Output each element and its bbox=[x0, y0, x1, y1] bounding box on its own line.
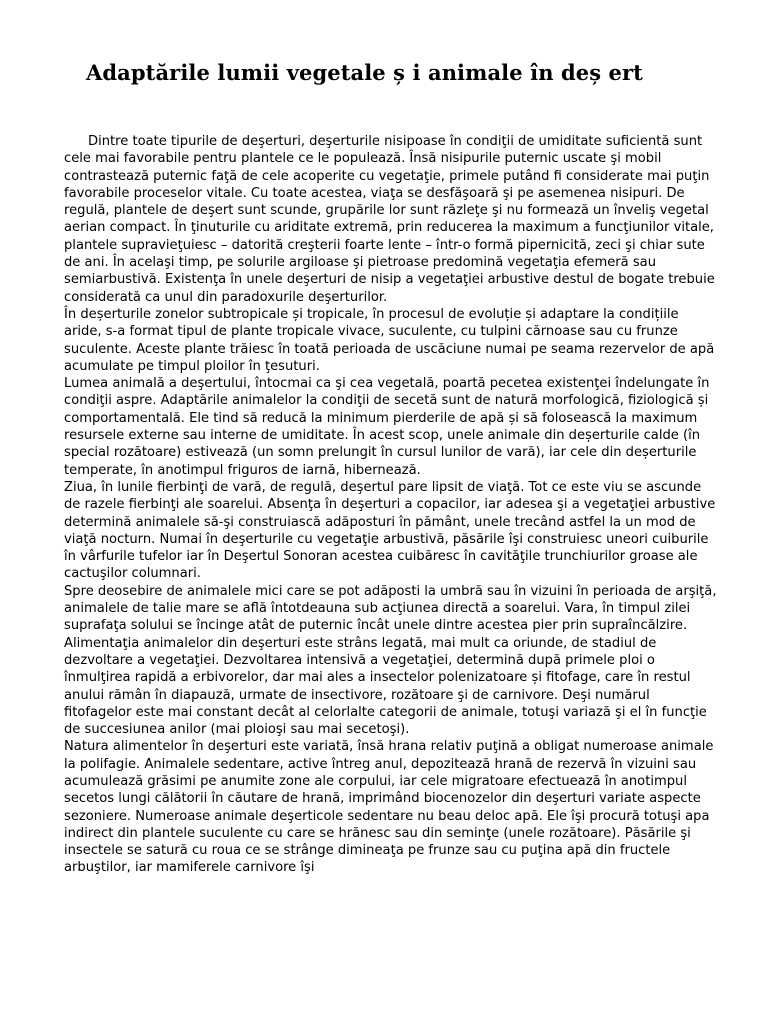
document-body bbox=[64, 133, 720, 877]
paragraph-plants-sand: Dintre toate tipurile de deşerturi, deşerturile nisipoase în condiţii de umiditate suficientă sunt cele mai favorabile pentru plantele ce le populează. Însă nisipurile puternic uscate şi mobil contrastează puternic faţă de cele acoperite cu vegetaţie, primele putând fi considerate mai puţin favorabile proceselor vitale. Cu toate acestea, viaţa se desfăşoară şi pe asemenea nisipuri. De regulă, plantele de deşert sunt scunde, grupările lor sunt răzleţe şi nu formează un înveliş vegetal aerian compact. În ţinuturile cu ariditate extremă, prin reducerea la maximum a funcţiunilor vitale, plantele supravieţuiesc – datorită creşterii foarte lente – într-o formă pipernicită, zeci şi chiar sute de ani. În acelaşi timp, pe solurile argiloase şi pietroase predomină vegetaţia efemeră sau semiarbustivă. Existenţa în unele deşerturi de nisip a vegetaţiei arbustive destul de bogate trebuie considerată ca unul din paradoxurile deşerturilor. bbox=[64, 134, 715, 305]
paragraph-succulents: În deșerturile zonelor subtropicale și tropicale, în procesul de evoluție și adaptare la condițiile aride, s-a format tipul de plante tropicale vivace, suculente, cu tulpini cărnoase sau cu frunze suculente. Aceste plante trăiesc în toată perioada de uscăciune numai pe seama rezervelor de apă acumulate pe timpul ploilor în ţesuturi. bbox=[64, 306, 715, 374]
paragraph-large-animals: Spre deosebire de animalele mici care se pot adăposti la umbră sau în vizuini în perioada de arşiţă, animalele de talie mare se află întotdeauna sub acţiunea directă a soarelui. Vara, în timpul zilei suprafaţa solului se încinge atât de puternic încât unele dintre acestea pier prin supraîncălzire. bbox=[64, 583, 717, 634]
paragraph-feeding-vegetation: Alimentaţia animalelor din deşerturi este strâns legată, mai mult ca oriunde, de stadiul de dezvoltare a vegetaţiei. Dezvoltarea intensivă a vegetaţiei, determină după primele ploi o înmulţirea rapidă a erbivorelor, dar mai ales a insectelor polenizatoare și fitofage, care în restul anului rămân în diapauză, urmate de insectivore, rozătoare şi de carnivore. Deşi numărul fitofagelor este mai constant decât al celorlalte categorii de animale, totuşi variază şi el în funcţie de succesiunea anilor (mai ploioşi sau mai secetoşi). bbox=[64, 635, 707, 738]
document-title: Adaptările lumii vegetale ș i animale în deș ert bbox=[86, 60, 643, 85]
paragraph-food-nature: Natura alimentelor în deşerturi este variată, însă hrana relativ puţină a obligat numeroase animale la polifagie. Animalele sedentare, active întreg anul, depozitează hrană de rezervă în vizuini sau acumulează grăsimi pe anumite zone ale corpului, iar cele migratoare efectuează în anotimpul secetos lungi călătorii în căutare de hrană, imprimând biocenozelor din deşerturi variate aspecte sezoniere. Numeroase animale deşerticole sedentare nu beau deloc apă. Ele îşi procură totuşi apa indirect din plantele suculente cu care se hrănesc sau din seminţe (unele rozătoare). Păsările şi insectele se satură cu roua ce se strânge dimineaţa pe frunze sau cu puţina apă din fructele arbuştilor, iar mamiferele carnivore îşi bbox=[64, 739, 714, 876]
paragraph-animal-adaptations: Lumea animală a deşertului, întocmai ca şi cea vegetală, poartă pecetea existenţei îndelungate în condiţii aspre. Adaptările animalelor la condiţii de secetă sunt de natură morfologică, fiziologică și comportamentală. Ele tind să reducă la minimum pierderile de apă și să folosească la maximum resursele externe sau interne de umiditate. În acest scop, unele animale din deșerturile calde (în special rozătoare) estivează (un somn prelungit în cursul lunilor de vară), iar cele din deșerturile temperate, în anotimpul friguros de iarnă, hibernează. bbox=[64, 376, 710, 478]
paragraph-summer-day: Ziua, în lunile fierbinţi de vară, de regulă, deşertul pare lipsit de viaţă. Tot ce este viu se ascunde de razele fierbinţi ale soarelui. Absenţa în deşerturi a copacilor, iar adesea şi a vegetaţiei arbustive determină animalele să-şi construiască adăposturi în pământ, unele trecând astfel la un mod de viaţă nocturn. Numai în deşerturile cu vegetaţie arbustivă, păsările îşi construiesc uneori cuiburile în vârfurile tufelor iar în Deşertul Sonoran acestea cuibăresc în cavităţile trunchiurilor groase ale cactuşilor columnari. bbox=[64, 479, 716, 582]
